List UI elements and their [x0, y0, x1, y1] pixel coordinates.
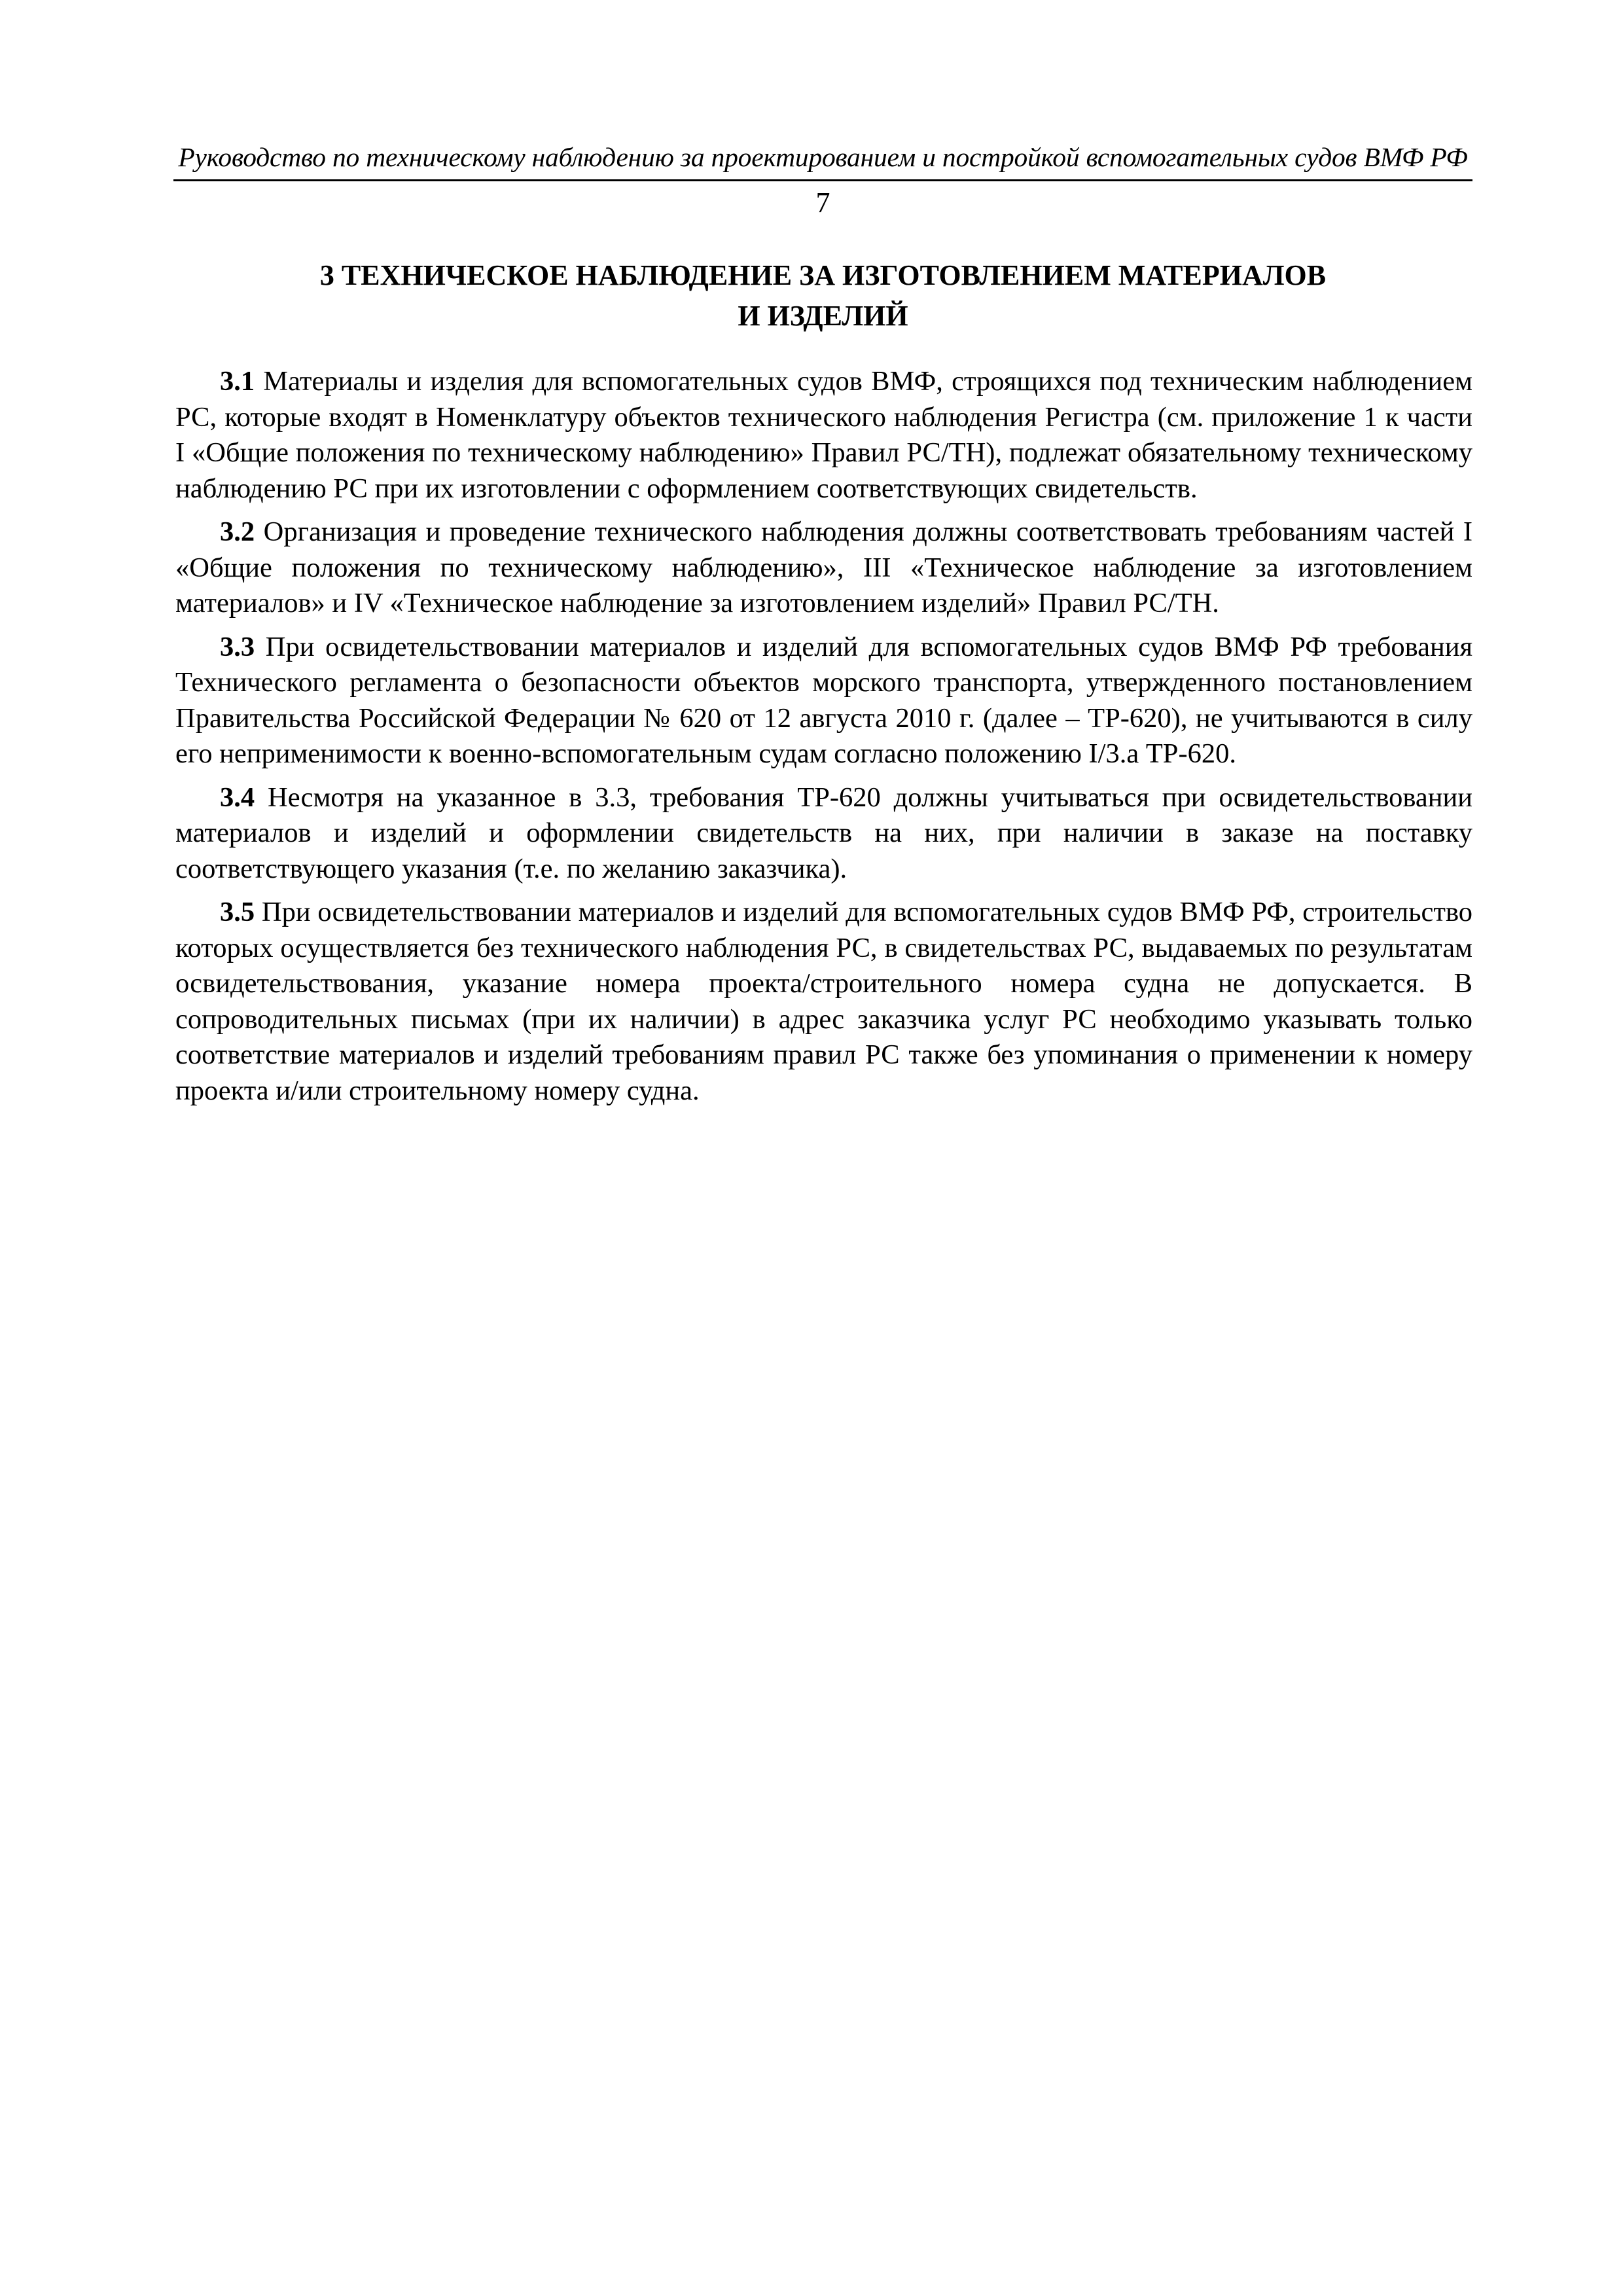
running-header: Руководство по техническому наблюдению за проектированием и постройкой вспомогательных судов ВМФ РФ — [178, 142, 1468, 172]
paragraph-number: 3.1 — [220, 366, 255, 397]
header-divider — [173, 179, 1472, 181]
paragraph-number: 3.4 — [220, 781, 255, 813]
paragraph-number: 3.3 — [220, 631, 255, 662]
section-body — [175, 364, 1472, 1117]
page-number: 7 — [815, 187, 830, 219]
paragraph-3-3 — [175, 630, 1472, 772]
paragraph-number: 3.2 — [220, 516, 255, 547]
paragraph-text: Несмотря на указанное в 3.3, требования ТР-620 должны учитываться при освидетельствовании материалов и изделий и оформлении свидетельств на них, при наличии в заказе на поставку соответствующего указания (т.е. по желанию заказчика). — [175, 781, 1473, 884]
paragraph-3-1 — [175, 364, 1472, 507]
section-title-line-2: И ИЗДЕЛИЙ — [738, 300, 908, 332]
paragraph-3-5 — [175, 895, 1472, 1109]
section-title — [173, 255, 1472, 336]
paragraph-number: 3.5 — [220, 897, 255, 927]
paragraph-text: При освидетельствовании материалов и изделий для вспомогательных судов ВМФ РФ, строительство которых осуществляется без технического наблюдения РС, в свидетельствах РС, выдаваемых по результатам освидетельствования, указание номера проекта/строительного номера судна не допускается. В сопроводительных письмах (при их наличии) в адрес заказчика услуг РС необходимо указывать только соответствие материалов и изделий требованиям правил РС также без упоминания о применении к номеру проекта и/или строительному номеру судна. — [175, 897, 1472, 1106]
paragraph-3-4 — [175, 780, 1472, 888]
paragraph-text: Материалы и изделия для вспомогательных судов ВМФ, строящихся под техническим наблюдением РС, которые входят в Номенклатуру объектов технического наблюдения Регистра (см. приложение 1 к части I «Общие положения по техническому наблюдению» Правил РС/ТН), подлежат обязательному техническому наблюдению РС при их изготовлении с оформлением соответствующих свидетельств. — [175, 366, 1472, 504]
paragraph-3-2 — [175, 514, 1472, 622]
paragraph-text: Организация и проведение технического наблюдения должны соответствовать требованиям частей I «Общие положения по техническому наблюдению», III «Техническое наблюдение за изготовлением материалов» и IV «Техническое наблюдение за изготовлением изделий» Правил РС/ТН. — [175, 516, 1473, 619]
section-title-line-1: 3 ТЕХНИЧЕСКОЕ НАБЛЮДЕНИЕ ЗА ИЗГОТОВЛЕНИЕМ МАТЕРИАЛОВ — [319, 259, 1327, 291]
paragraph-text: При освидетельствовании материалов и изделий для вспомогательных судов ВМФ РФ требования Технического регламента о безопасности объектов морского транспорта, утвержденного постановлением Правительства Российской Федерации № 620 от 12 августа 2010 г. (далее – ТР-620), не учитываются в силу его неприменимости к военно-вспомогательным судам согласно положению I/3.а ТР-620. — [175, 631, 1473, 769]
